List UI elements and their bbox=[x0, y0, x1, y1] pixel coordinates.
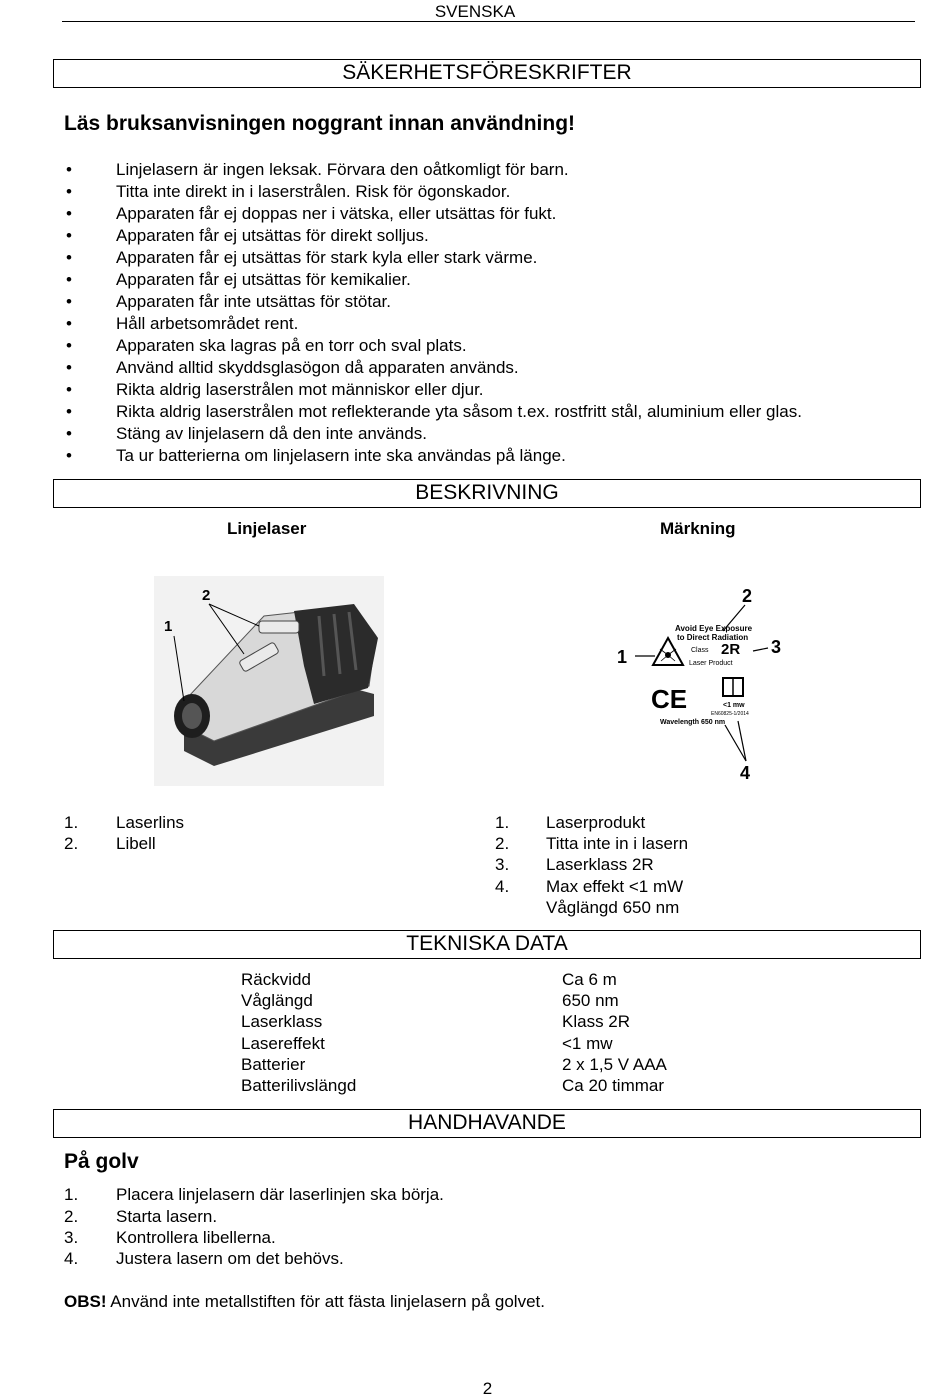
tech-value: Klass 2R bbox=[562, 1012, 631, 1031]
section-title-tech: TEKNISKA DATA bbox=[53, 930, 921, 959]
list-item: 1. bbox=[64, 1185, 79, 1204]
tech-key: Batterier bbox=[241, 1055, 306, 1074]
list-item: 1. bbox=[64, 813, 79, 832]
tech-value: Ca 6 m bbox=[562, 970, 617, 989]
page-number: 2 bbox=[482, 1379, 493, 1398]
list-item: 4. bbox=[64, 1249, 79, 1268]
bullet-icon: • bbox=[66, 182, 72, 201]
laser-heading: Linjelaser bbox=[227, 519, 307, 538]
photo-callout-2: 2 bbox=[202, 587, 211, 604]
list-item: 2. bbox=[64, 1207, 79, 1226]
label-callout-3: 3 bbox=[771, 637, 782, 657]
bullet-icon: • bbox=[66, 380, 72, 399]
line-laser-image bbox=[154, 576, 384, 786]
list-item: • Håll arbetsområdet rent. bbox=[66, 314, 299, 333]
list-item: 4. bbox=[495, 877, 510, 896]
list-item: • Apparaten får inte utsättas för stötar. bbox=[66, 292, 391, 311]
bullet-icon: • bbox=[66, 204, 72, 223]
bullet-icon: • bbox=[66, 292, 72, 311]
svg-text:Class: Class bbox=[691, 647, 709, 654]
page-header: SVENSKA bbox=[434, 2, 516, 21]
svg-text:Laser Product: Laser Product bbox=[689, 660, 733, 667]
safety-lead: Läs bruksanvisningen noggrant innan användning! bbox=[64, 112, 576, 135]
section-title-safety: SÄKERHETSFÖRESKRIFTER bbox=[53, 59, 921, 88]
ce-mark: CE bbox=[651, 684, 688, 714]
tech-key: Batterilivslängd bbox=[241, 1076, 357, 1095]
svg-text:Avoid Eye Exposure: Avoid Eye Exposure bbox=[675, 624, 753, 633]
list-item: • Apparaten får ej utsättas för direkt solljus. bbox=[66, 226, 429, 245]
marking-heading: Märkning bbox=[660, 519, 736, 538]
list-item: Våglängd 650 nm bbox=[546, 898, 680, 917]
bullet-icon: • bbox=[66, 248, 72, 267]
note-label: OBS! bbox=[64, 1292, 107, 1311]
section-title-handling: HANDHAVANDE bbox=[53, 1109, 921, 1138]
svg-text:EN60825-1/2014: EN60825-1/2014 bbox=[711, 711, 749, 717]
svg-text:to Direct Radiation: to Direct Radiation bbox=[677, 633, 749, 642]
safety-list bbox=[66, 159, 906, 467]
bullet-icon: • bbox=[66, 226, 72, 245]
list-item: • Ta ur batterierna om linjelasern inte ska användas på länge. bbox=[66, 446, 566, 465]
list-item: • Stäng av linjelasern då den inte används. bbox=[66, 424, 427, 443]
list-item: 3. bbox=[495, 855, 510, 874]
list-item: 2. bbox=[495, 834, 510, 853]
list-item: • Apparaten får ej utsättas för kemikalier. bbox=[66, 270, 411, 289]
tech-key: Räckvidd bbox=[241, 970, 311, 989]
bullet-icon: • bbox=[66, 424, 72, 443]
list-item: 3. bbox=[64, 1228, 79, 1247]
bullet-icon: • bbox=[66, 358, 72, 377]
tech-key: Lasereffekt bbox=[241, 1034, 325, 1053]
list-item: 1. bbox=[495, 813, 510, 832]
handling-subtitle: På golv bbox=[64, 1150, 139, 1173]
photo-callout-1: 1 bbox=[164, 618, 173, 635]
list-item: • Titta inte direkt in i laserstrålen. Risk för ögonskador. bbox=[66, 182, 511, 201]
list-item: • Använd alltid skyddsglasögon då apparaten används. bbox=[66, 358, 519, 377]
list-item: 2. bbox=[64, 834, 79, 853]
note-text: Använd inte metallstiften för att fästa linjelasern på golvet. bbox=[106, 1292, 545, 1311]
list-item: • Apparaten får ej utsättas för stark kyla eller stark värme. bbox=[66, 248, 538, 267]
label-callout-4: 4 bbox=[740, 763, 751, 783]
label-callout-1: 1 bbox=[617, 647, 628, 667]
tech-value: <1 mw bbox=[562, 1034, 613, 1053]
list-item: • Apparaten ska lagras på en torr och sval plats. bbox=[66, 336, 467, 355]
bullet-icon: • bbox=[66, 270, 72, 289]
bullet-icon: • bbox=[66, 336, 72, 355]
list-item: • Apparaten får ej doppas ner i vätska, eller utsättas för fukt. bbox=[66, 204, 557, 223]
tech-value: 2 x 1,5 V AAA bbox=[562, 1055, 667, 1074]
list-item: • Linjelasern är ingen leksak. Förvara den oåtkomligt för barn. bbox=[66, 160, 569, 179]
svg-text:2R: 2R bbox=[721, 641, 741, 658]
list-item: • Rikta aldrig laserstrålen mot människor eller djur. bbox=[66, 380, 484, 399]
laser-label-image bbox=[613, 583, 788, 783]
section-title-description: BESKRIVNING bbox=[53, 479, 921, 508]
svg-text:Wavelength 650 nm: Wavelength 650 nm bbox=[660, 719, 726, 726]
tech-value: 650 nm bbox=[562, 991, 619, 1010]
bullet-icon: • bbox=[66, 402, 72, 421]
bullet-icon: • bbox=[66, 160, 72, 179]
tech-key: Våglängd bbox=[241, 991, 313, 1010]
handling-note bbox=[64, 1291, 545, 1313]
label-callout-2: 2 bbox=[742, 586, 753, 606]
bullet-icon: • bbox=[66, 314, 72, 333]
list-item: • Rikta aldrig laserstrålen mot reflekterande yta såsom t.ex. rostfritt stål, aluminium eller glas. bbox=[66, 402, 802, 421]
tech-value: Ca 20 timmar bbox=[562, 1076, 665, 1095]
bullet-icon: • bbox=[66, 446, 72, 465]
header-rule bbox=[62, 21, 915, 22]
svg-text:<1 mw: <1 mw bbox=[723, 702, 745, 709]
tech-key: Laserklass bbox=[241, 1012, 323, 1031]
